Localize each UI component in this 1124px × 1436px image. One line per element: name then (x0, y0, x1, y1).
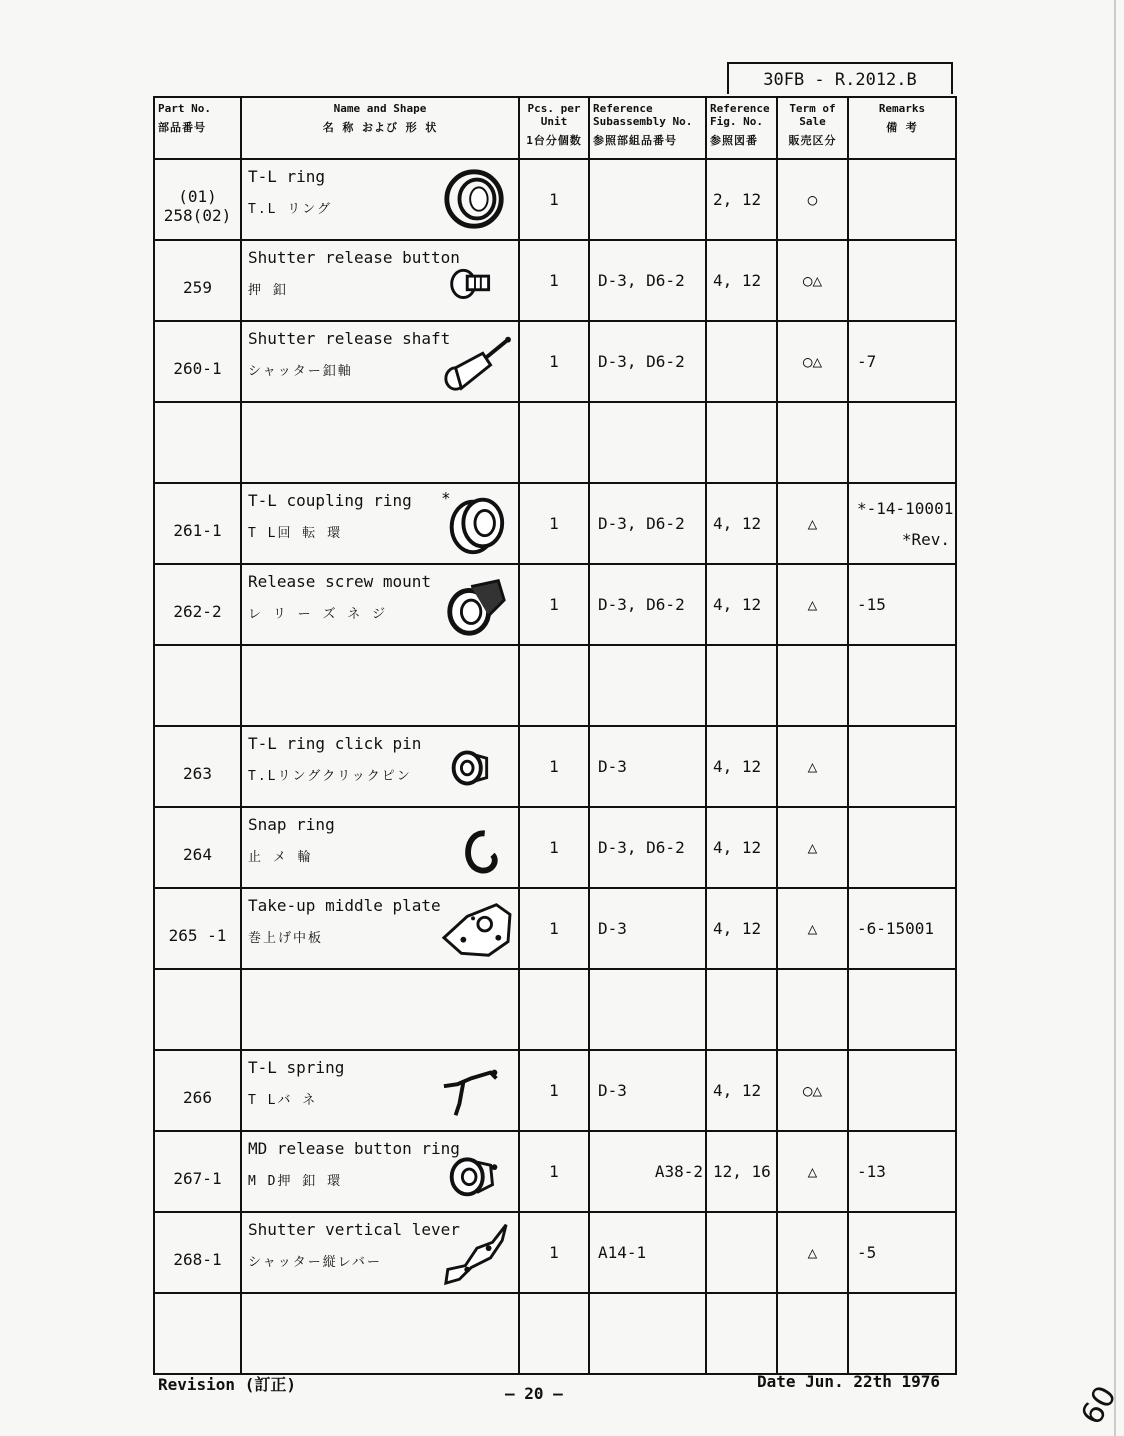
remarks-text: *-14-10001 (857, 498, 954, 518)
ref-subassembly-cell: D-3, D6-2 (589, 807, 706, 888)
page-edge (1114, 0, 1116, 1436)
part-name-en: Take-up middle plate (248, 896, 441, 915)
ref-subassembly-cell: A38-2 (589, 1131, 706, 1212)
table-row (154, 240, 956, 321)
remarks-cell (848, 564, 956, 645)
remarks-cell (848, 1212, 956, 1293)
remarks-cell (848, 1050, 956, 1131)
part-name-en: T-L ring (248, 167, 326, 186)
pcs-cell: 1 (519, 726, 589, 807)
remarks-cell (848, 726, 956, 807)
ref-subassembly-cell: D-3, D6-2 (589, 564, 706, 645)
ref-fig-cell: 4, 12 (706, 240, 777, 321)
ref-fig-cell: 4, 12 (706, 564, 777, 645)
part-number: 260-1 (173, 358, 222, 378)
part-name-ja: T.Lリングクリックピン (248, 769, 412, 784)
remarks-cell (848, 240, 956, 321)
parts-table (153, 96, 957, 1375)
part-number: 267-1 (173, 1168, 222, 1188)
name-shape-cell (241, 240, 519, 321)
part-number-cell (154, 1131, 241, 1212)
remarks-cell (848, 1293, 956, 1374)
part-name-ja: レ リ ー ズ ネ ジ (248, 607, 388, 622)
table-header-row (154, 97, 956, 159)
term-of-sale-cell: ○△ (777, 240, 848, 321)
ref-subassembly-cell: D-3, D6-2 (589, 483, 706, 564)
term-of-sale-cell: ○ (777, 159, 848, 240)
name-shape-cell (241, 1050, 519, 1131)
pcs-cell (519, 969, 589, 1050)
name-shape-cell (241, 1212, 519, 1293)
part-number-cell (154, 402, 241, 483)
header-term-of-sale: Term of Sale 販売区分 (777, 97, 848, 159)
remarks-cell (848, 969, 956, 1050)
remarks-cell (848, 1131, 956, 1212)
table-row (154, 564, 956, 645)
ref-subassembly-cell: A14-1 (589, 1212, 706, 1293)
table-row-empty (154, 969, 956, 1050)
part-name-ja: 巻上げ中板 (248, 931, 324, 946)
pcs-cell: 1 (519, 807, 589, 888)
part-number: 263 (183, 763, 212, 783)
table-row (154, 807, 956, 888)
header-ref-fig: Reference Fig. No. 参照図番 (706, 97, 777, 159)
ref-subassembly-cell (589, 969, 706, 1050)
ref-fig-cell: 12, 16 (706, 1131, 777, 1212)
part-name-ja: シャッター縦レバー (248, 1255, 382, 1270)
ref-subassembly-cell (589, 402, 706, 483)
part-name-en: Shutter release shaft (248, 329, 451, 348)
table-row (154, 1131, 956, 1212)
pcs-cell (519, 1293, 589, 1374)
part-name-en: MD release button ring (248, 1139, 460, 1158)
name-shape-cell (241, 645, 519, 726)
part-number-cell (154, 807, 241, 888)
plate-icon (438, 895, 512, 963)
remarks-cell (848, 483, 956, 564)
table-row (154, 888, 956, 969)
ref-fig-cell (706, 321, 777, 402)
term-of-sale-cell: △ (777, 888, 848, 969)
ref-fig-cell: 4, 12 (706, 888, 777, 969)
part-name-en: Shutter release button (248, 248, 460, 267)
name-shape-cell (241, 564, 519, 645)
name-shape-cell (241, 402, 519, 483)
term-of-sale-cell: ○△ (777, 1050, 848, 1131)
pcs-cell (519, 402, 589, 483)
part-name-en: Snap ring (248, 815, 335, 834)
remarks-text: -5 (857, 1243, 877, 1262)
part-number-cell (154, 645, 241, 726)
part-name-en: T-L spring (248, 1058, 345, 1077)
name-shape-cell (241, 483, 519, 564)
term-of-sale-cell: △ (777, 564, 848, 645)
remarks-text: -6-15001 (857, 919, 935, 938)
term-of-sale-cell: ○△ (777, 321, 848, 402)
table-row (154, 1212, 956, 1293)
part-number-cell (154, 240, 241, 321)
part-number-cell (154, 1050, 241, 1131)
name-shape-cell (241, 1293, 519, 1374)
ref-subassembly-cell: D-3 (589, 726, 706, 807)
part-number-cell (154, 564, 241, 645)
term-of-sale-cell: △ (777, 1131, 848, 1212)
ref-fig-cell (706, 645, 777, 726)
term-of-sale-cell: △ (777, 726, 848, 807)
part-name-ja: T.L リング (248, 202, 333, 217)
part-name-ja: 止 メ 輪 (248, 850, 313, 865)
release-ring-icon (438, 1138, 512, 1206)
table-row (154, 483, 956, 564)
part-number-cell (154, 726, 241, 807)
part-name-ja: T L回 転 環 (248, 526, 343, 541)
coupling-ring-icon (438, 490, 512, 558)
part-number-cell (154, 888, 241, 969)
ref-subassembly-cell (589, 645, 706, 726)
ref-fig-cell: 4, 12 (706, 1050, 777, 1131)
remarks-text: -13 (857, 1162, 886, 1181)
spring-icon (438, 1057, 512, 1125)
part-name-en: T-L coupling ring (248, 491, 412, 510)
part-number-cell (154, 321, 241, 402)
part-number: 259 (183, 277, 212, 297)
ref-fig-cell: 4, 12 (706, 807, 777, 888)
part-number-cell (154, 1212, 241, 1293)
part-number-cell (154, 483, 241, 564)
ref-fig-cell: 4, 12 (706, 726, 777, 807)
term-of-sale-cell (777, 969, 848, 1050)
part-number: 266 (183, 1087, 212, 1107)
pcs-cell: 1 (519, 564, 589, 645)
pcs-cell: 1 (519, 321, 589, 402)
part-name-en: Shutter vertical lever (248, 1220, 460, 1239)
ref-fig-cell: 2, 12 (706, 159, 777, 240)
part-number-cell (154, 159, 241, 240)
document-reference: 30FB - R.2012.B (727, 62, 953, 94)
remarks-cell (848, 807, 956, 888)
part-number: (01) 258(02) (163, 187, 232, 225)
table-row (154, 321, 956, 402)
table-row-empty (154, 1293, 956, 1374)
pcs-cell: 1 (519, 159, 589, 240)
ref-subassembly-cell: D-3 (589, 1050, 706, 1131)
pcs-cell: 1 (519, 1131, 589, 1212)
part-number: 261-1 (173, 520, 222, 540)
part-number-cell (154, 1293, 241, 1374)
remarks-cell (848, 888, 956, 969)
ring-icon (438, 166, 512, 234)
ref-subassembly-cell: D-3, D6-2 (589, 321, 706, 402)
ref-fig-cell: 4, 12 (706, 483, 777, 564)
name-shape-cell (241, 726, 519, 807)
name-shape-cell (241, 1131, 519, 1212)
remarks-cell (848, 159, 956, 240)
part-number: 265 -1 (168, 925, 227, 945)
table-row (154, 1050, 956, 1131)
button-icon (438, 247, 512, 315)
part-name-en: T-L ring click pin (248, 734, 422, 753)
table-row-empty (154, 645, 956, 726)
handwritten-margin-mark: 60 (1074, 1380, 1124, 1431)
pcs-cell: 1 (519, 1212, 589, 1293)
part-name-ja: T Lバ ネ (248, 1093, 318, 1108)
remarks-text: -7 (857, 352, 877, 371)
term-of-sale-cell (777, 402, 848, 483)
click-pin-icon (438, 733, 512, 801)
remarks-cell (848, 402, 956, 483)
part-number: 264 (183, 844, 212, 864)
pcs-cell: 1 (519, 888, 589, 969)
remarks-cell (848, 645, 956, 726)
header-part-no: Part No. 部品番号 (154, 97, 241, 159)
remarks-text: -15 (857, 595, 886, 614)
name-shape-cell (241, 888, 519, 969)
term-of-sale-cell: △ (777, 1212, 848, 1293)
revision-label: Revision (訂正) (158, 1375, 296, 1394)
term-of-sale-cell: △ (777, 807, 848, 888)
name-shape-cell (241, 159, 519, 240)
part-name-ja: シャッター釦軸 (248, 364, 353, 379)
part-name-ja: M D押 釦 環 (248, 1174, 343, 1189)
table-row (154, 159, 956, 240)
ref-fig-cell (706, 1293, 777, 1374)
ref-fig-cell (706, 1212, 777, 1293)
term-of-sale-cell (777, 1293, 848, 1374)
pcs-cell: 1 (519, 1050, 589, 1131)
name-shape-cell (241, 807, 519, 888)
name-shape-cell (241, 969, 519, 1050)
header-remarks: Remarks 備 考 (848, 97, 956, 159)
lever-icon (438, 1219, 512, 1287)
part-name-en: Release screw mount (248, 572, 432, 591)
ref-subassembly-cell: D-3, D6-2 (589, 240, 706, 321)
remarks-revision: *Rev. (901, 529, 950, 549)
ref-fig-cell (706, 402, 777, 483)
ref-fig-cell (706, 969, 777, 1050)
pcs-cell: 1 (519, 240, 589, 321)
pcs-cell: 1 (519, 483, 589, 564)
page-number: — 20 — (505, 1384, 563, 1403)
snap-ring-icon (438, 814, 512, 882)
table-row (154, 726, 956, 807)
part-name-ja: 押 釦 (248, 283, 288, 298)
screw-mount-icon (438, 571, 512, 639)
term-of-sale-cell: △ (777, 483, 848, 564)
part-number-cell (154, 969, 241, 1050)
term-of-sale-cell (777, 645, 848, 726)
header-ref-subassembly: Reference Subassembly No. 参照部組品番号 (589, 97, 706, 159)
ref-subassembly-cell (589, 1293, 706, 1374)
shaft-icon (438, 328, 512, 396)
ref-subassembly-cell: D-3 (589, 888, 706, 969)
header-pcs-per-unit: Pcs. per Unit 1台分個数 (519, 97, 589, 159)
revision-date: Date Jun. 22th 1976 (757, 1372, 941, 1391)
ref-subassembly-cell (589, 159, 706, 240)
header-name-shape: Name and Shape 名 称 および 形 状 (241, 97, 519, 159)
name-shape-cell (241, 321, 519, 402)
remarks-cell (848, 321, 956, 402)
pcs-cell (519, 645, 589, 726)
part-number: 268-1 (173, 1249, 222, 1269)
table-row-empty (154, 402, 956, 483)
part-number: 262-2 (173, 601, 222, 621)
